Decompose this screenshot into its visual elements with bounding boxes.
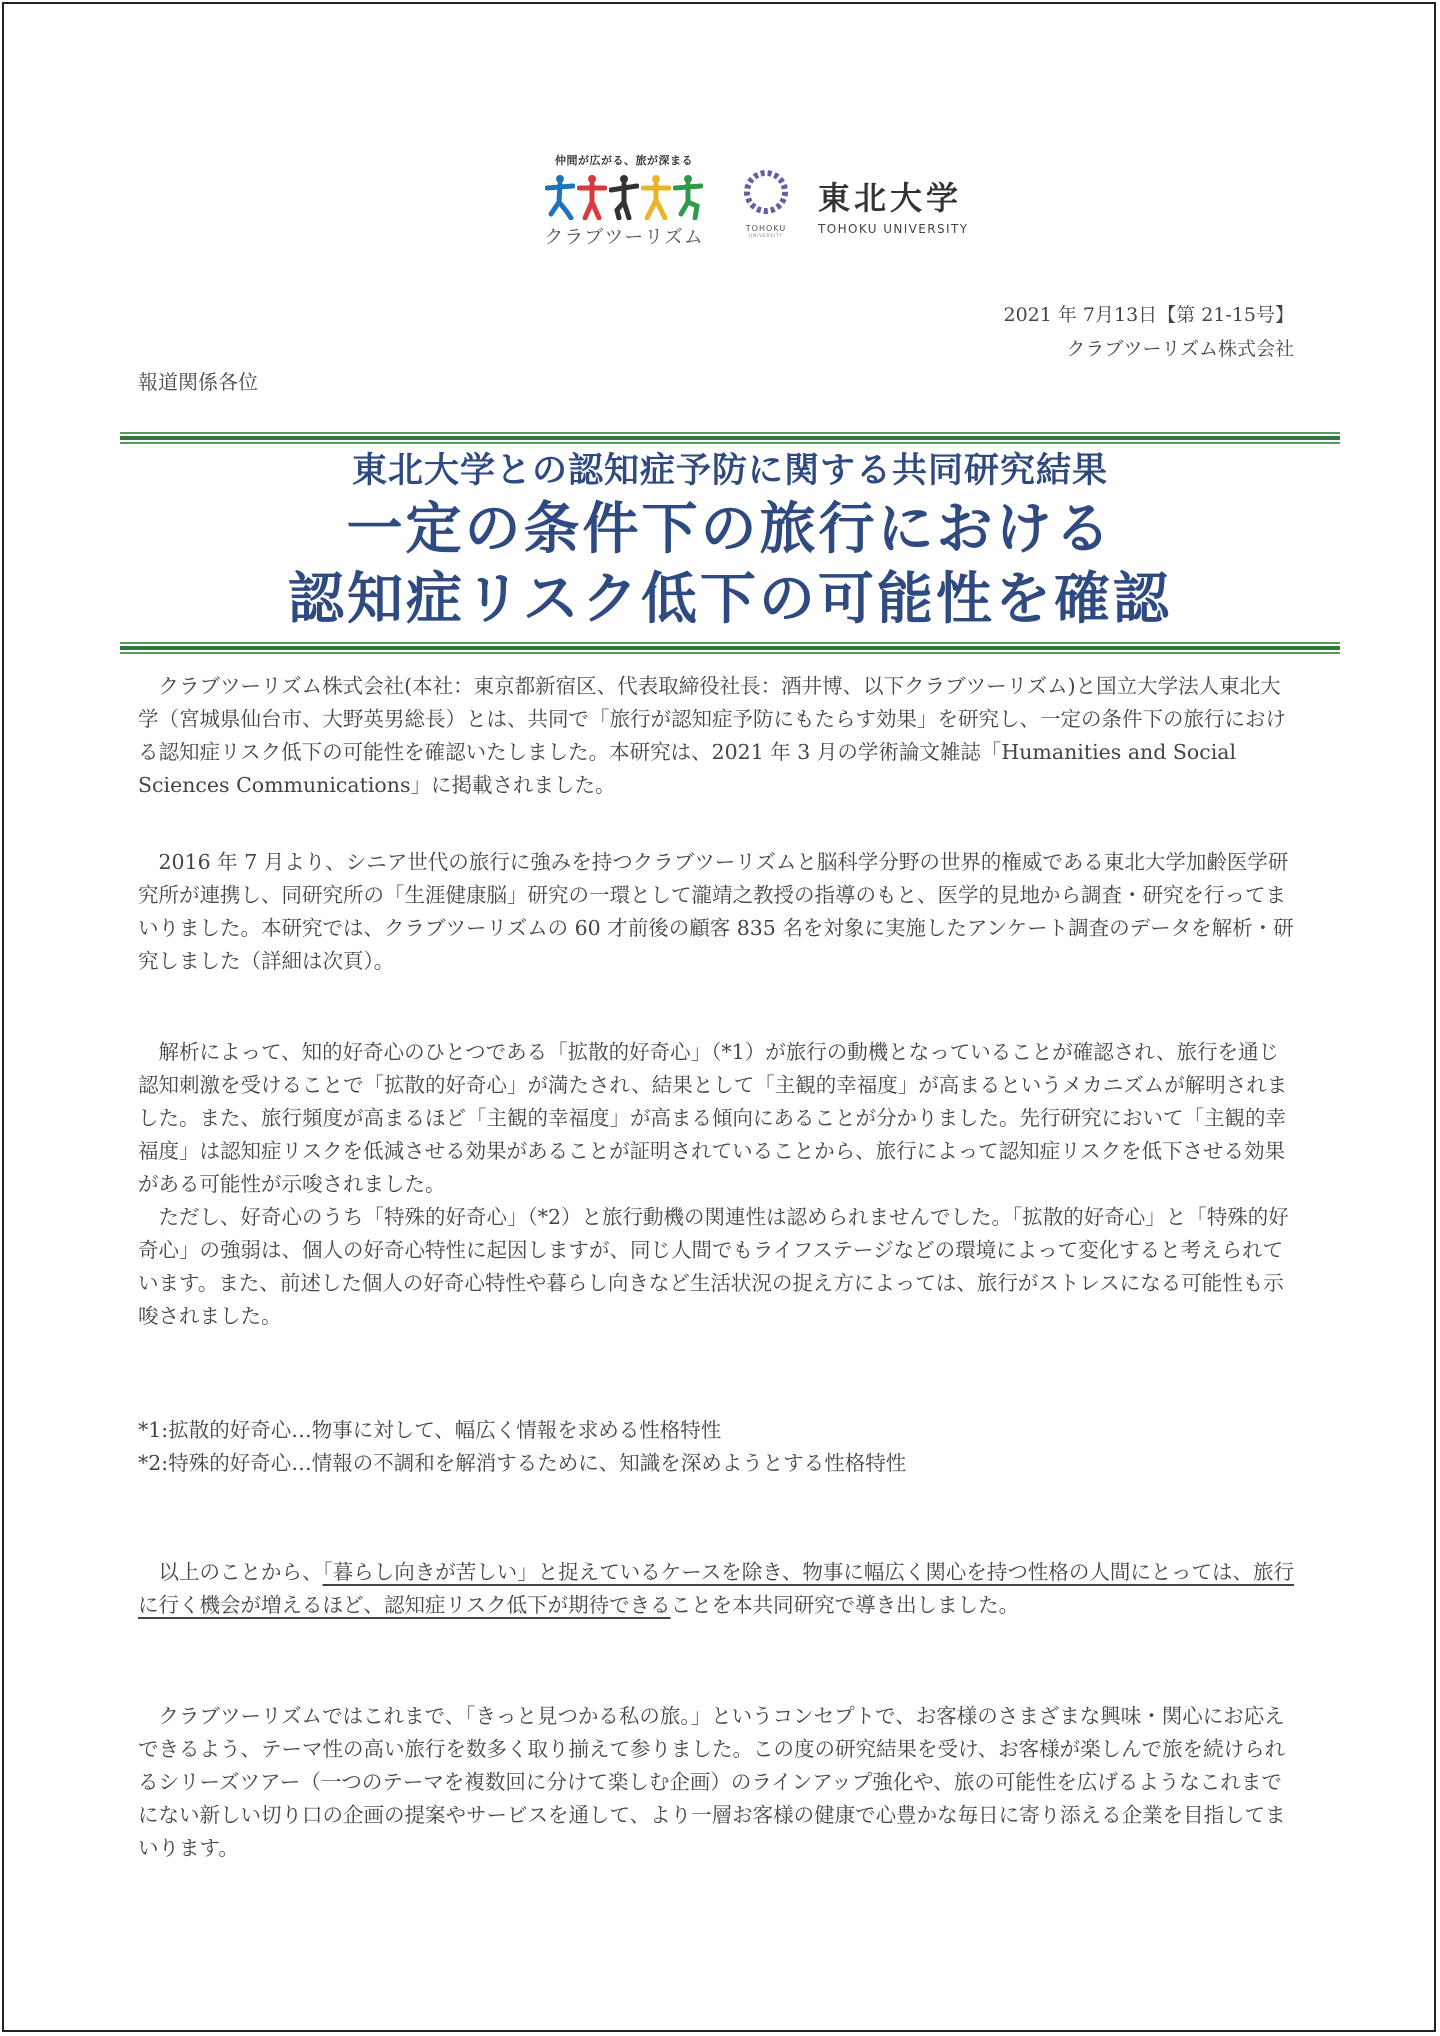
club-tourism-logo bbox=[540, 152, 708, 249]
club-tourism-tagline: 仲間が広がる、旅が深まる bbox=[555, 154, 693, 167]
paragraph-3a: 解析によって、知的好奇心のひとつである「拡散的好奇心」（*1）が旅行の動機となっていることが確認され、旅行を通じ認知刺激を受けることで「拡散的好奇心」が満たされ、結果として「主観的幸福度」が高まるというメカニズムが解明されました。また、旅行頻度が高まるほど「主観的幸福度」が高まる傾向にあることが分かりました。先行研究において「主観的幸福度」は認知症リスクを低減させる効果があることが証明されていることから、旅行によって認知症リスクを低下させる効果がある可能性が示唆されました。 bbox=[138, 1040, 1288, 1196]
tohoku-laurel-icon bbox=[742, 168, 790, 216]
tohoku-emblem-sublabel: UNIVERSITY bbox=[749, 233, 783, 238]
paragraph-3b: ただし、好奇心のうち「特殊的好奇心」（*2）と旅行動機の関連性は認められませんでした。「拡散的好奇心」と「特殊的好奇心」の強弱は、個人の好奇心特性に起因しますが、同じ人間でもライフステージなどの環境によって変化すると考えられています。また、前述した個人の好奇心特性や暮らし向きなど生活状況の捉え方によっては、旅行がストレスになる可能性も示唆されました。 bbox=[138, 1205, 1289, 1328]
tohoku-emblem-label: TOHOKU bbox=[745, 224, 787, 233]
tohoku-name-en: TOHOKU UNIVERSITY bbox=[818, 222, 969, 236]
footnote-1: *1:拡散的好奇心…物事に対して、幅広く情報を求める性格特性 bbox=[138, 1418, 722, 1442]
figure-red-icon bbox=[577, 174, 607, 220]
logo-header bbox=[540, 152, 980, 262]
headline-line-2: 認知症リスク低下の可能性を確認 bbox=[288, 566, 1172, 632]
club-tourism-name: クラブツーリズム bbox=[544, 226, 704, 248]
title-rule-bottom bbox=[120, 642, 1340, 654]
date-and-number: 2021 年 7月13日【第 21-15号】 bbox=[1003, 304, 1294, 326]
paragraph-1: クラブツーリズム株式会社(本社：東京都新宿区、代表取締役社長：酒井博、以下クラブツーリズム)と国立大学法人東北大学（宮城県仙台市、大野英男総長）とは、共同で「旅行が認知症予防にもたらす効果」を研究し、一定の条件下の旅行における認知症リスク低下の可能性を確認いたしました。本研究は、2021 年 3 月の学術論文雑誌「Humanities and Social Sciences Communications」に掲載されました。 bbox=[138, 674, 1286, 797]
addressee: 報道関係各位 bbox=[138, 370, 258, 394]
tohoku-emblem bbox=[736, 168, 796, 238]
paragraph-outlook: クラブツーリズムではこれまで、「きっと見つかる私の旅。」というコンセプトで、お客様のさまざまな興味・関心にお応えできるよう、テーマ性の高い旅行を数多く取り揃えて参りました。この度の研究結果を受け、お客様が楽しんで旅を続けられるシリーズツアー（一つのテーマを複数回に分けて楽しむ企画）のラインアップ強化や、旅の可能性を広げるようなこれまでにない新しい切り口の企画の提案やサービスを通して、より一層お客様の健康で心豊かな毎日に寄り添える企業を目指してまいります。 bbox=[138, 1704, 1286, 1860]
headline-line-1: 一定の条件下の旅行における bbox=[346, 496, 1114, 562]
dateline bbox=[1003, 298, 1294, 366]
paragraph-2: 2016 年 7 月より、シニア世代の旅行に強みを持つクラブツーリズムと脳科学分野の世界的権威である東北大学加齢医学研究所が連携し、同研究所の「生涯健康脳」研究の一環として瀧靖之教授の指導のもと、医学的見地から調査・研究を行ってまいりました。本研究では、クラブツーリズムの 60 才前後の顧客 835 名を対象に実施したアンケート調査のデータを解析・研究しました（詳細は次頁）。 bbox=[138, 850, 1294, 973]
figure-green-icon bbox=[673, 174, 703, 220]
footnote-2: *2:特殊的好奇心…情報の不調和を解消するために、知識を深めようとする性格特性 bbox=[138, 1451, 907, 1475]
title-block bbox=[120, 448, 1340, 634]
issuer: クラブツーリズム株式会社 bbox=[1066, 338, 1294, 360]
tohoku-wordmark bbox=[818, 180, 968, 236]
paragraph-3 bbox=[138, 1036, 1298, 1333]
dancing-figures-icon bbox=[540, 174, 708, 220]
figure-yellow-icon bbox=[641, 174, 671, 220]
underlined-finding: 「暮らし向きが苦しい」と捉えているケースを除き、物事に幅広く関心を持つ性格の人間にとっては、旅行に行く機会が増えるほど、認知症リスク低下が期待できる bbox=[138, 1560, 1294, 1617]
paragraph-conclusion: 以上のことから、「暮らし向きが苦しい」と捉えているケースを除き、物事に幅広く関心を持つ性格の人間にとっては、旅行に行く機会が増えるほど、認知症リスク低下が期待できることを本共同研究で導き出しました。 bbox=[138, 1560, 1294, 1617]
subtitle: 東北大学との認知症予防に関する共同研究結果 bbox=[351, 450, 1108, 491]
figure-black-icon bbox=[609, 174, 639, 220]
footnotes bbox=[138, 1414, 1298, 1480]
title-rule-top bbox=[120, 432, 1340, 444]
tohoku-name-jp: 東北大学 bbox=[818, 179, 963, 217]
figure-blue-icon bbox=[545, 174, 575, 220]
